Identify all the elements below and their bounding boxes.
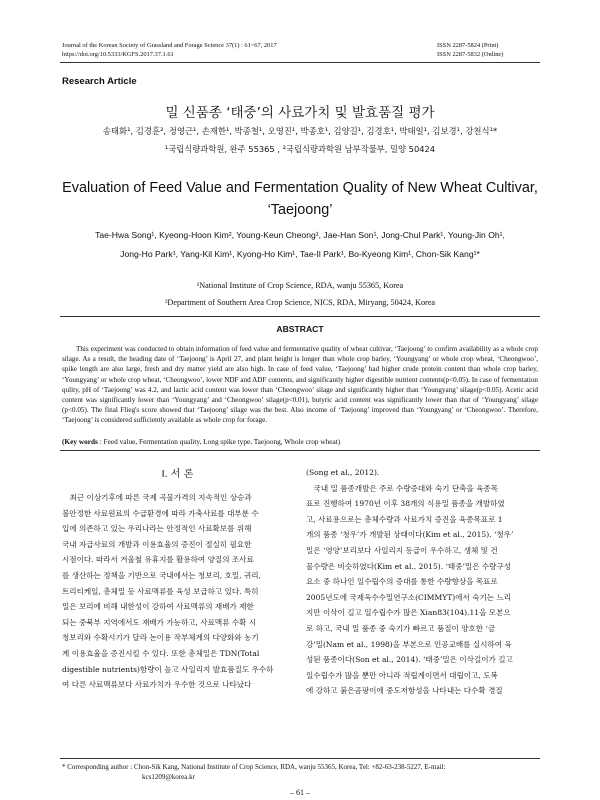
body-text-line: 요소 중 하나인 일수립수의 증대를 통한 수량향상을 목표로 — [306, 577, 498, 587]
english-title — [60, 177, 540, 221]
korean-affiliation: ¹국립식량과학원, 완주 55365 , ²국립식량과학원 남부작물부, 밀양 50424 — [164, 144, 436, 154]
body-text-line: digestible nutrients)함량이 높고 사일리지 발효품질도 우수하 — [62, 664, 274, 674]
journal-header — [62, 41, 277, 59]
english-title-line-2: ‘Taejoong’ — [267, 202, 333, 218]
abstract-text: This experiment was conducted to obtain information of feed value and fermentative quality of wheat cultivar, ‘Taejoong’ to confirm availability as a whole crop silage. As a result, the heading date of ‘Taejoong’ is April 27, and plant height is longer than whole crop barley, ‘Youngyang’ or whole crop wheat, ‘Cheongwoo’, spike length are also large, fresh and dry matter yield are also high. In case of feed value, ‘Taejoong’ had higher crude protein content than whole crop barley, ‘Youngyang’ or whole crop wheat, ‘Cheongwoo’, lower NDF and ADF contents, and significantly higher digestible nutrient contents(p<0.05). In case of fermentation qulity, pH of ‘Taejoong’ was 4.2, and lactic acid content was lower than ‘Cheongwoo’ silage and significantly higher than ‘Youngyang’ silage(p<0.05). Acetic acid content was significantly lower than ‘Youngyang’ and ‘Cheongwoo’ silage(p<0.01), butyric acid content was significantly lower than that of ‘Youngyang’ silage (p<0.05). The final Flieg's score showed that ‘Taejoong’ silage was the best. Also income of ‘Taejoong’ improved than ‘Youngyang’ or ‘Cheongwoo’. Therefore, ‘Taejoong’ is considered sufficiently available as whole crop for forage. — [62, 345, 538, 425]
body-text-line: 밀은 ‘영양’보리보다 사일리지 등급이 우수하고, 생체 및 건 — [306, 545, 498, 555]
keywords-text: : Feed value, Fermentation quality, Long spike type, Taejoong, Whole crop wheat) — [99, 437, 341, 446]
issn-online: ISSN 2287-5832 (Online) — [437, 51, 504, 58]
body-text-line: 계 이용효율을 증진시킬 수 있다. 또한 총체밀은 TDN(Total — [62, 648, 260, 658]
korean-title: 밀 신품종 ‘태중’의 사료가치 및 발효품질 평가 — [165, 105, 435, 121]
body-text-line: 최근 이상기후에 따른 국제 곡물가격의 지속적인 상승과 — [62, 493, 252, 502]
english-authors — [60, 226, 540, 264]
issn-print: ISSN 2287-5824 (Print) — [437, 42, 499, 49]
body-text-line: (Song et al., 2012). — [306, 468, 380, 477]
korean-authors: 송태화¹, 김경훈², 정영근¹, 손재한¹, 박종철¹, 오영진¹, 박종호¹, 김양길¹, 김경호¹, 박태일¹, 김보경¹, 강천식¹* — [102, 126, 498, 136]
body-text-line: 여 다른 사료맥류보다 사료가치가 우수한 것으로 나타났다 — [62, 680, 252, 690]
body-text-line: 강’밀(Nam et al., 1998)을 부본으로 인공교배를 실시하여 육 — [306, 639, 512, 649]
body-text-line: 표로 진행하여 1970년 이후 38개의 식용밀 품종을 개발하였 — [306, 499, 505, 509]
body-text-line: 국내 밀 품종개발은 주로 수량증대와 숙기 단축을 육종목 — [306, 483, 499, 493]
page-number: – 61 – — [290, 788, 310, 797]
abstract-body — [62, 344, 538, 426]
english-affiliation-2: ²Department of Southern Area Crop Science, NICS, RDA, Miryang, 50424, Korea — [164, 298, 436, 307]
body-text-line: 국내 자급사료의 개발과 이용효율의 증진이 절실히 필요한 — [62, 539, 252, 549]
body-text-line: 입에 의존하고 있는 우리나라는 안정적인 사료확보를 위해 — [62, 524, 252, 534]
body-text-line: 고, 사료용으로는 총체수량과 사료가치 증진을 육종목표로 1 — [306, 514, 503, 524]
body-text-line: 불안정한 사료원료의 수급환경에 따라 가축사료를 대부분 수 — [62, 508, 259, 518]
left-column — [62, 490, 294, 693]
footnote-line-1: * Corresponding author : Chon-Sik Kang, National Institute of Crop Science, RDA, wanju 55365, Korea, Tel: +82-63-238-5227, E-mail: — [62, 763, 446, 771]
body-text-line: 에 강하고 붉은곰팡이에 중도저항성을 나타내는 다수확 경질 — [306, 686, 503, 696]
body-text-line: 지만 이삭이 길고 일수립수가 많은 Xian83(104).11을 모본으 — [306, 608, 511, 618]
corresponding-author-footnote — [62, 763, 538, 782]
english-affiliations — [60, 277, 540, 311]
english-affiliation-1: ¹National Institute of Crop Science, RDA, wanju 55365, Korea — [196, 281, 404, 290]
keywords — [62, 437, 538, 446]
body-text-line: 트리티케일, 총체밀 등 사료맥류를 육성 보급하고 있다. 특히 — [62, 586, 259, 596]
body-text-line: 밀은 보리에 비해 내한성이 강하여 사료맥류의 재배가 제한 — [62, 602, 254, 612]
body-text-line: 2005년도에 국제옥수수밀연구소(CIMMYT)에서 숙기는 느리 — [306, 592, 512, 602]
body-text-line: 청보리와 수확시기가 달라 논이용 작부체계의 다양화와 농기 — [62, 633, 259, 643]
right-column — [306, 465, 538, 699]
body-text-line: 되는 중북부 지역에서도 재배가 가능하고, 사료맥류 수확 시 — [62, 617, 257, 627]
abstract-bottom-divider — [60, 450, 540, 451]
body-text-line: 물수량은 비슷하였다(Kim et al., 2015). ‘태중’밀은 수량구성 — [306, 561, 512, 571]
footnote-divider — [60, 758, 540, 759]
doi-link[interactable]: https://doi.org/10.5333/KGFS.2017.37.1.61 — [62, 51, 174, 58]
english-title-line-1: Evaluation of Feed Value and Fermentation Quality of New Wheat Cultivar, — [62, 180, 538, 196]
issn-block — [437, 41, 503, 59]
body-text-line: 개의 품종 ‘청우’가 개발된 상태이다(Kim et al., 2015). ‘청우’ — [306, 530, 514, 540]
body-text-line: 로 하고, 국내 밀 품종 중 숙기가 빠르고 품질이 양호한 ‘금 — [306, 623, 496, 633]
body-text-line: 성된 품종이다(Son et al., 2014). ‘태중’밀은 이삭길이가 길고 — [306, 655, 513, 665]
section-title-introduction: Ⅰ. 서 론 — [161, 469, 194, 480]
header-divider — [60, 62, 540, 63]
keywords-label: (Key words — [62, 437, 98, 446]
body-text-line: 일수립수가 많을 뿐만 아니라 적립계이면서 대립이고, 도복 — [306, 670, 498, 680]
journal-citation: Journal of the Korean Society of Grassland and Forage Science 37(1) : 61~67, 2017 — [62, 42, 277, 49]
footnote-email: kcs1209@korea.kr — [142, 772, 195, 781]
article-type-label: Research Article — [62, 76, 137, 87]
body-text-line: 를 생산하는 정책을 기반으로 국내에서는 청보리, 호밀, 귀리, — [62, 570, 261, 580]
abstract-top-divider — [60, 316, 540, 317]
abstract-heading: ABSTRACT — [276, 324, 324, 334]
english-authors-line-1: Tae-Hwa Song¹, Kyeong-Hoon Kim², Young-Keun Cheong¹, Jae-Han Son¹, Jong-Chul Park¹, Young-Jin Oh¹, — [95, 230, 505, 240]
body-text-line: 시점이다. 따라서 겨울철 유휴지를 활용하여 양질의 조사료 — [62, 555, 254, 565]
english-authors-line-2: Jong-Ho Park¹, Yang-Kil Kim¹, Kyong-Ho Kim¹, Tae-Il Park¹, Bo-Kyeong Kim¹, Chon-Sik Kang¹* — [120, 249, 480, 259]
